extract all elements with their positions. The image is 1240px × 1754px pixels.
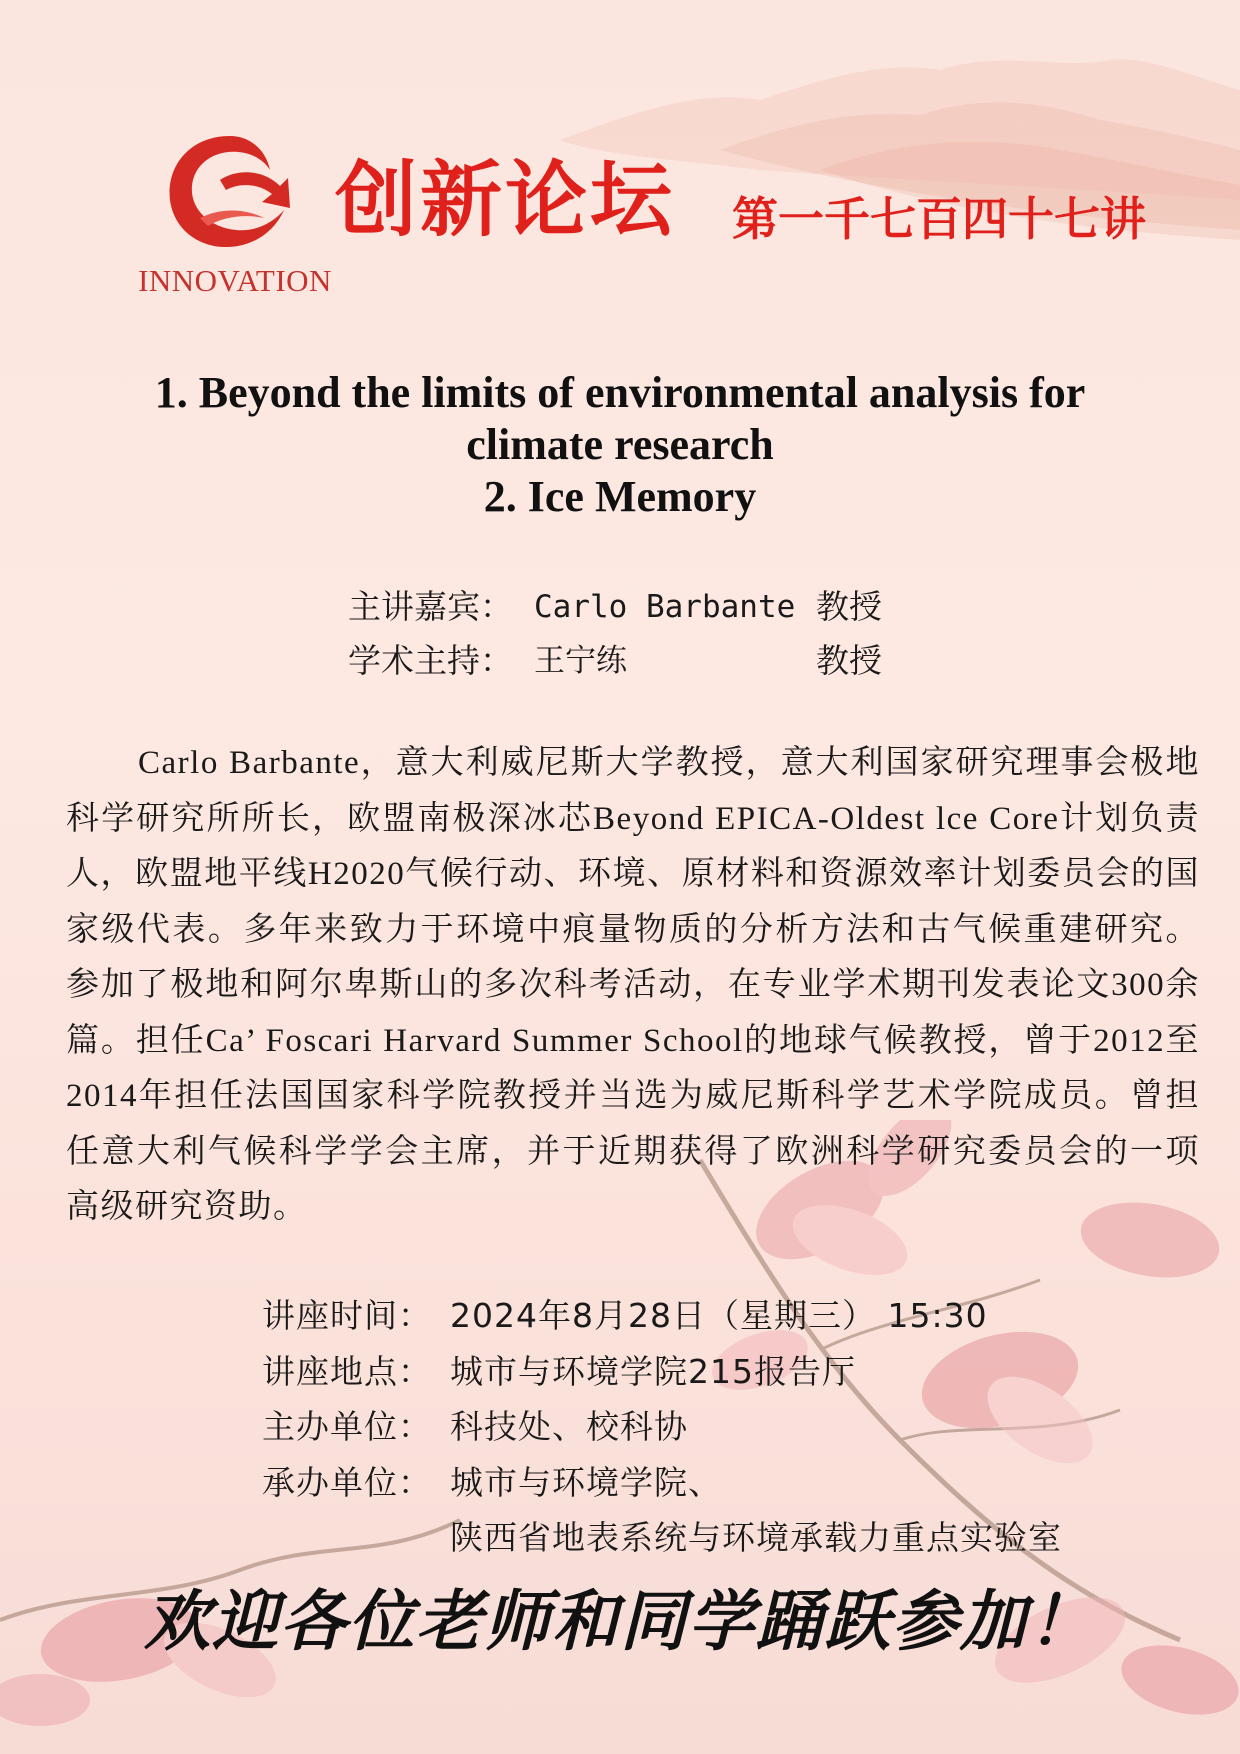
innovation-logo (120, 128, 350, 303)
speaker-name: Carlo Barbante (534, 589, 796, 625)
organizer-row (262, 1399, 1062, 1455)
undertaker-label: 承办单位： (262, 1462, 432, 1502)
innovation-swirl-icon (160, 128, 295, 258)
speaker-title: 教授 (816, 587, 882, 626)
organizer-value: 科技处、校科协 (450, 1407, 688, 1446)
host-row (348, 634, 882, 688)
time-row (262, 1288, 1062, 1344)
speaker-row (348, 580, 882, 634)
talk-title-line-2: climate research (466, 420, 774, 469)
undertaker-row-2 (262, 1510, 1062, 1566)
lecture-info (262, 1288, 1062, 1566)
host-title: 教授 (816, 641, 882, 680)
time-value: 2024年8月28日（星期三） 15:30 (450, 1296, 988, 1335)
time-label: 讲座时间： (262, 1296, 432, 1335)
logo-text: INNOVATION (138, 263, 332, 298)
speaker-label: 主讲嘉宾： (348, 587, 513, 626)
undertaker-row (262, 1455, 1062, 1511)
place-value: 城市与环境学院215报告厅 (450, 1351, 856, 1391)
undertaker-value-1: 城市与环境学院、 (450, 1462, 722, 1502)
place-row (262, 1344, 1062, 1400)
undertaker-value-2: 陕西省地表系统与环境承载力重点实验室 (450, 1518, 1062, 1557)
talk-title-line-3: 2. Ice Memory (483, 472, 757, 521)
talk-title-line-1: 1. Beyond the limits of environmental analysis for (154, 368, 1086, 417)
people-block (348, 580, 882, 688)
talk-title (60, 367, 1180, 523)
host-name: 王宁练 (534, 643, 627, 679)
host-label: 学术主持： (348, 641, 513, 680)
lecture-number: 第一千七百四十七讲 (732, 192, 1146, 246)
speaker-bio: Carlo Barbante，意大利威尼斯大学教授，意大利国家研究理事会极地科学研究所所长，欧盟南极深冰芯Beyond EPICA-Oldest lce Core计划负责人，欧盟地平线H2020气候行动、环境、原材料和资源效率计划委员会的国家级代表。多年来致力于环境中痕量物质的分析方法和古气候重建研究。参加了极地和阿尔卑斯山的多次科考活动，在专业学术期刊发表论文300余篇。担任Ca’ Foscari Harvard Summer School的地球气候教授，曾于2012至2014年担任法国国家科学院教授并当选为威尼斯科学艺术学院成员。曾担任意大利气候科学学会主席，并于近期获得了欧洲科学研究委员会的一项高级研究资助。 (66, 745, 1200, 1225)
forum-title: 创新论坛 (335, 153, 676, 248)
organizer-label: 主办单位： (262, 1407, 432, 1446)
welcome-message: 欢迎各位老师和同学踊跃参加！ (144, 1582, 1096, 1660)
place-label: 讲座地点： (262, 1351, 432, 1391)
undertaker-spacer (262, 1510, 450, 1566)
